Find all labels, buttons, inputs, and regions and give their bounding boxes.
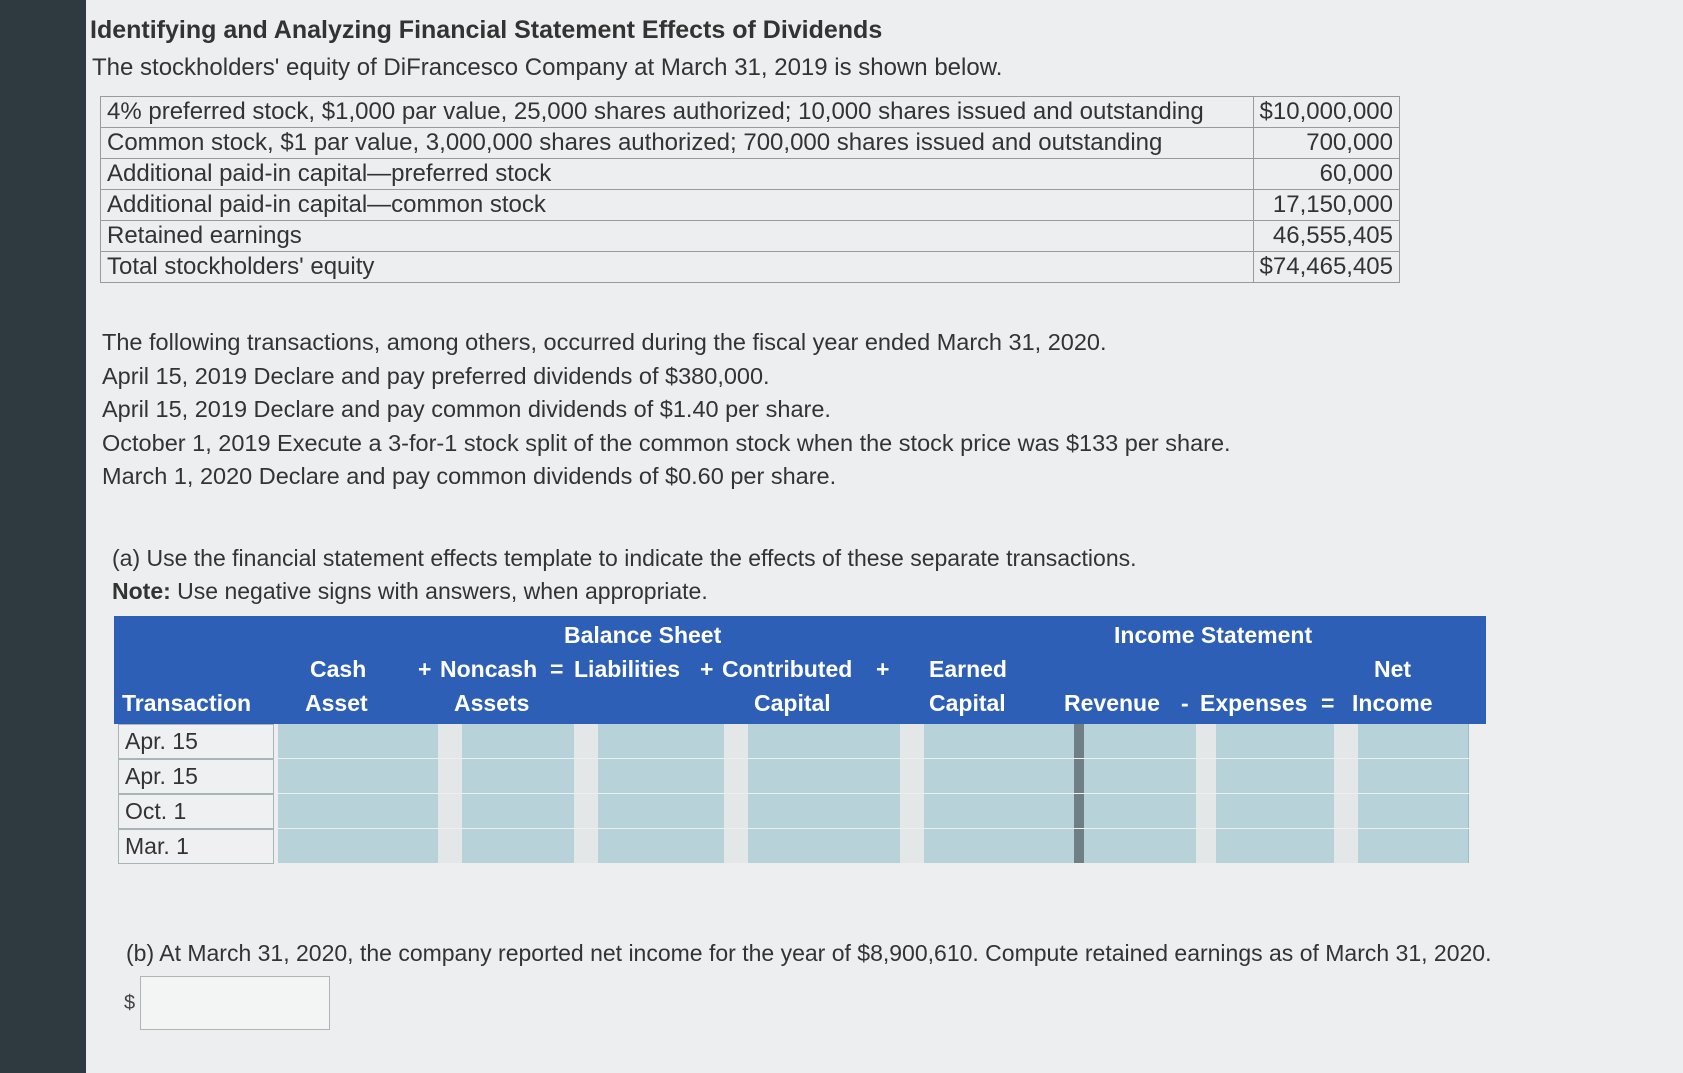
col-earned-line1: Earned [929,656,1007,682]
operator-cell [574,794,598,828]
equity-amount: 60,000 [1253,159,1399,190]
operator-cell [574,829,598,863]
minus-sign: - [1181,690,1189,716]
revenue-input[interactable] [1084,759,1197,793]
revenue-input[interactable] [1084,724,1197,758]
table-row [114,724,1486,759]
plus-sign: + [876,656,890,682]
intro-text: The stockholders' equity of DiFrancesco Company at March 31, 2019 is shown below. [92,54,1003,81]
net-income-input[interactable] [1358,829,1469,863]
operator-cell [1196,829,1216,863]
fse-header [114,616,1486,724]
revenue-input[interactable] [1084,794,1197,828]
noncash-assets-input[interactable] [462,829,575,863]
plus-sign: + [700,656,714,682]
equity-amount: $74,465,405 [1253,252,1399,283]
contributed-capital-input[interactable] [748,724,901,758]
note-label: Note: [112,578,171,604]
operator-cell [724,829,748,863]
operator-cell [900,759,924,793]
operator-cell [900,724,924,758]
noncash-assets-input[interactable] [462,759,575,793]
col-net-line2: Income [1352,690,1433,716]
table-row [114,759,1486,794]
equity-label: Additional paid-in capital—common stock [101,190,1254,221]
net-income-input[interactable] [1358,724,1469,758]
noncash-assets-input[interactable] [462,794,575,828]
operator-cell [1334,794,1358,828]
table-row [101,252,1400,283]
part-a-instructions [112,542,1137,608]
equity-label: Common stock, $1 par value, 3,000,000 shares authorized; 700,000 shares issued and outstanding [101,128,1254,159]
operator-cell [900,829,924,863]
cash-asset-input[interactable] [278,759,439,793]
expenses-input[interactable] [1216,829,1335,863]
expenses-input[interactable] [1216,724,1335,758]
earned-capital-input[interactable] [924,724,1075,758]
operator-cell [900,794,924,828]
col-net-line1: Net [1374,656,1412,682]
col-expenses: Expenses [1200,690,1308,716]
equity-label: Additional paid-in capital—preferred stock [101,159,1254,190]
operator-cell [438,829,462,863]
part-b-question: (b) At March 31, 2020, the company reported net income for the year of $8,900,610. Compute retained earnings as of March 31, 2020. [126,940,1492,966]
col-contributed-line2: Capital [754,690,831,716]
col-noncash-line2: Assets [454,690,530,716]
earned-capital-input[interactable] [924,759,1075,793]
plus-sign: + [418,656,432,682]
equity-label: 4% preferred stock, $1,000 par value, 25,000 shares authorized; 10,000 shares issued and outstanding [101,97,1254,128]
liabilities-input[interactable] [598,794,725,828]
operator-cell [438,794,462,828]
col-noncash-line1: Noncash [440,656,538,682]
question-title: Identifying and Analyzing Financial Statement Effects of Dividends [90,16,883,44]
row-label: Apr. 15 [118,724,274,759]
table-row [101,221,1400,252]
operator-cell [724,724,748,758]
transactions-intro: The following transactions, among others, occurred during the fiscal year ended March 31, 2020. [102,329,1107,355]
net-income-input[interactable] [1358,759,1469,793]
net-income-input[interactable] [1358,794,1469,828]
cash-asset-input[interactable] [278,794,439,828]
table-row [101,128,1400,159]
col-cash-line2: Asset [305,690,368,716]
liabilities-input[interactable] [598,724,725,758]
cash-asset-input[interactable] [278,829,439,863]
equity-amount: 46,555,405 [1253,221,1399,252]
equity-label: Retained earnings [101,221,1254,252]
table-row [114,794,1486,829]
earned-capital-input[interactable] [924,829,1075,863]
equity-label: Total stockholders' equity [101,252,1254,283]
table-row [114,829,1486,864]
transaction-item: October 1, 2019 Execute a 3-for-1 stock split of the common stock when the stock price was $133 per share. [102,429,1231,456]
liabilities-input[interactable] [598,759,725,793]
col-contributed-line1: Contributed [722,656,853,682]
expenses-input[interactable] [1216,794,1335,828]
operator-cell [1196,724,1216,758]
contributed-capital-input[interactable] [748,794,901,828]
col-revenue: Revenue [1064,690,1160,716]
revenue-input[interactable] [1084,829,1197,863]
currency-label: $ [124,992,136,1014]
transactions-block [102,326,1231,494]
operator-cell [1196,794,1216,828]
liabilities-input[interactable] [598,829,725,863]
transaction-item: April 15, 2019 Declare and pay common dividends of $1.40 per share. [102,396,831,422]
col-liabilities: Liabilities [574,656,681,682]
screen-bezel [0,0,86,1073]
cash-asset-input[interactable] [278,724,439,758]
col-transaction: Transaction [122,690,252,716]
divider [1074,829,1084,863]
contributed-capital-input[interactable] [748,759,901,793]
row-label: Mar. 1 [118,829,274,864]
divider [1074,794,1084,828]
noncash-assets-input[interactable] [462,724,575,758]
question-page [86,0,1683,1073]
earned-capital-input[interactable] [924,794,1075,828]
equals-sign: = [550,656,564,682]
table-row [101,159,1400,190]
balance-sheet-heading: Balance Sheet [564,622,722,648]
operator-cell [1334,724,1358,758]
equals-sign: = [1321,690,1335,716]
col-cash-line1: Cash [310,656,367,682]
operator-cell [574,724,598,758]
income-statement-heading: Income Statement [1114,622,1313,648]
note-text: Use negative signs with answers, when appropriate. [170,578,708,604]
equity-amount: 700,000 [1253,128,1399,159]
expenses-input[interactable] [1216,759,1335,793]
part-a-note [112,575,1137,608]
equity-amount: $10,000,000 [1253,97,1399,128]
transaction-item: March 1, 2020 Declare and pay common dividends of $0.60 per share. [102,463,837,489]
divider [1074,724,1084,758]
col-earned-line2: Capital [929,690,1006,716]
operator-cell [724,794,748,828]
row-label: Oct. 1 [118,794,274,829]
table-row [101,97,1400,128]
retained-earnings-input[interactable] [140,976,330,1030]
table-row [101,190,1400,221]
operator-cell [574,759,598,793]
divider [1074,759,1084,793]
row-label: Apr. 15 [118,759,274,794]
part-a-text: (a) Use the financial statement effects template to indicate the effects of these separate transactions. [112,545,1137,571]
fse-template [114,616,1486,862]
operator-cell [1196,759,1216,793]
operator-cell [724,759,748,793]
operator-cell [438,724,462,758]
equity-amount: 17,150,000 [1253,190,1399,221]
contributed-capital-input[interactable] [748,829,901,863]
stockholders-equity-table [100,96,1400,283]
operator-cell [438,759,462,793]
transaction-item: April 15, 2019 Declare and pay preferred dividends of $380,000. [102,362,770,389]
operator-cell [1334,759,1358,793]
operator-cell [1334,829,1358,863]
